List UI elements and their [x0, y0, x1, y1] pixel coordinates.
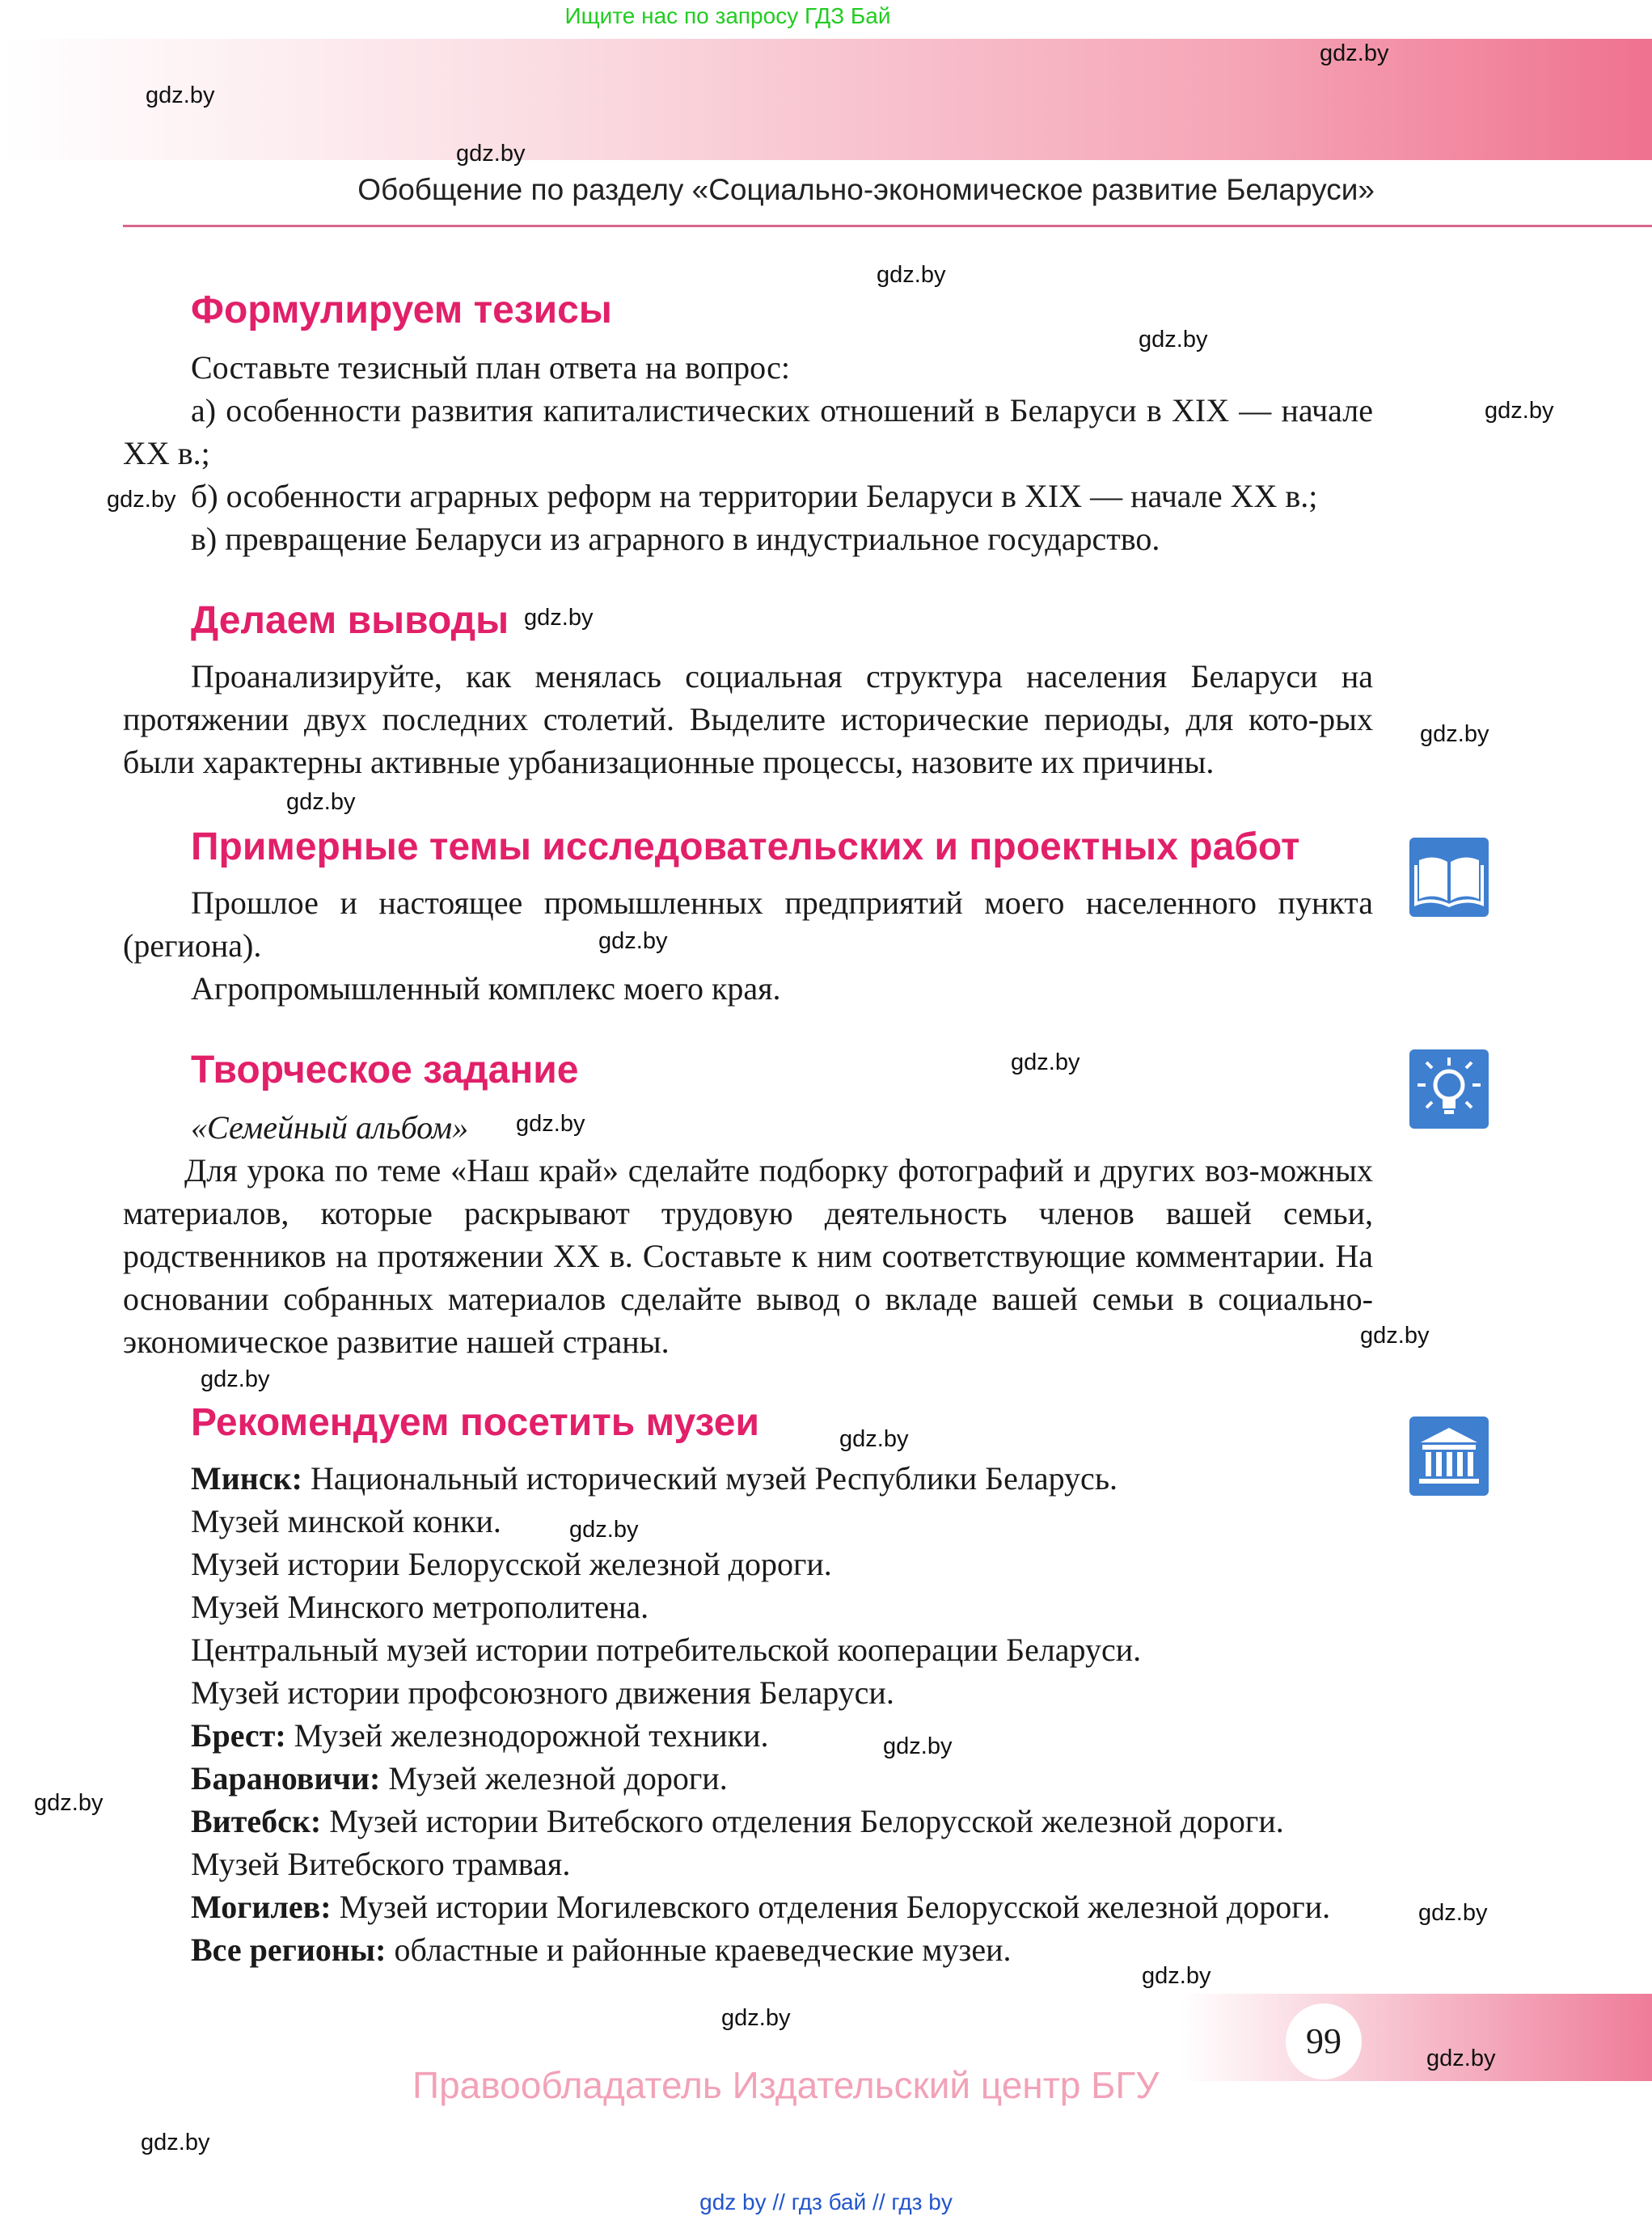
- watermark: gdz.by: [883, 1733, 953, 1759]
- museum-name: Музей железнодорожной техники.: [285, 1717, 769, 1754]
- creative-text: Для урока по теме «Наш край» сделайте подборку фотографий и других воз-можных материалов, которые раскрывают трудовую деятельность членов вашей семьи, родственников на протяжении XX в. Составьте к ним соответствующие комментарии. На основании собранных материалов сделайте вывод о вкладе вашей семьи в социально-экономическое развитие нашей страны.: [123, 1152, 1373, 1360]
- conclusions-heading: Делаем выводы: [191, 599, 509, 642]
- watermark: gdz.by: [598, 928, 668, 954]
- museum-city: Могилев:: [191, 1889, 332, 1925]
- research-heading: Примерные темы исследовательских и проектных работ: [191, 825, 1300, 868]
- header-divider: [123, 225, 1652, 227]
- watermark: gdz.by: [286, 789, 356, 815]
- museum-name: Центральный музей истории потребительской кооперации Беларуси.: [191, 1632, 1142, 1668]
- watermark: gdz.by: [456, 141, 526, 167]
- museum-line: [191, 1714, 1330, 1757]
- theses-intro: Составьте тезисный план ответа на вопрос:: [191, 349, 791, 386]
- header-band: [0, 39, 1652, 160]
- museum-name: Музей железной дороги.: [380, 1760, 728, 1796]
- watermark: gdz.by: [1139, 327, 1208, 353]
- creative-subtitle: «Семейный альбом»: [191, 1109, 469, 1146]
- watermark: gdz.by: [839, 1426, 909, 1452]
- theses-heading: Формулируем тезисы: [191, 289, 612, 331]
- theses-item-b: б) особенности аграрных реформ на территории Беларуси в XIX — начале XX в.;: [191, 478, 1318, 514]
- watermark: gdz.by: [524, 605, 594, 631]
- museum-line: [191, 1800, 1330, 1843]
- museum-city: Минск:: [191, 1460, 302, 1497]
- museum-city: Витебск:: [191, 1803, 322, 1839]
- creative-heading: Творческое задание: [191, 1049, 579, 1091]
- museum-name: Музей истории профсоюзного движения Беларуси.: [191, 1674, 894, 1711]
- watermark: gdz.by: [569, 1517, 639, 1543]
- watermark: gdz.by: [1142, 1963, 1211, 1989]
- watermark: gdz.by: [1360, 1323, 1430, 1349]
- museum-line: [191, 1671, 1330, 1714]
- watermark: gdz.by: [107, 487, 176, 513]
- museum-city: Все регионы:: [191, 1932, 387, 1968]
- museum-line: [191, 1628, 1330, 1671]
- watermark: gdz.by: [1426, 2046, 1496, 2071]
- museum-name: областные и районные краеведческие музеи.: [386, 1932, 1012, 1968]
- watermark: gdz.by: [516, 1111, 585, 1137]
- museum-line: [191, 1885, 1330, 1928]
- watermark: gdz.by: [721, 2005, 791, 2031]
- section-title: Обобщение по разделу «Социально-экономическое развитие Беларуси»: [357, 173, 1375, 206]
- rights-holder: Правообладатель Издательский центр БГУ: [412, 2064, 1160, 2106]
- watermark: gdz.by: [141, 2130, 210, 2155]
- lightbulb-icon: [1409, 1049, 1489, 1129]
- museum-list: [191, 1457, 1330, 1971]
- research-topic-1: Прошлое и настоящее промышленных предприятий моего населенного пункта (региона).: [123, 885, 1373, 964]
- watermark: gdz.by: [1485, 398, 1554, 424]
- watermark: gdz.by: [1320, 40, 1389, 66]
- research-topic-2: Агропромышленный комплекс моего края.: [191, 970, 781, 1007]
- watermark: gdz.by: [1420, 721, 1489, 747]
- museum-icon: [1409, 1416, 1489, 1496]
- conclusions-text: Проанализируйте, как менялась социальная структура населения Беларуси на протяжении двух последних столетий. Выделите исторические периоды, для кото-рых были характерны активные урбанизационные процессы, назовите их причины.: [123, 658, 1373, 780]
- top-note: Ищите нас по запросу ГДЗ Бай: [564, 3, 891, 28]
- bottom-links[interactable]: gdz by // гдз бай // гдз by: [699, 2189, 953, 2214]
- museum-line: [191, 1757, 1330, 1800]
- museum-name: Музей истории Белорусской железной дороги.: [191, 1546, 832, 1582]
- watermark: gdz.by: [1418, 1900, 1488, 1926]
- museum-name: Национальный исторический музей Республики Беларусь.: [302, 1460, 1118, 1497]
- open-book-icon: [1409, 838, 1489, 917]
- museum-name: Музей истории Витебского отделения Белорусской железной дороги.: [321, 1803, 1284, 1839]
- museum-name: Музей минской конки.: [191, 1503, 501, 1539]
- museum-line: [191, 1457, 1330, 1500]
- watermark: gdz.by: [34, 1790, 104, 1816]
- museum-line: [191, 1500, 1330, 1543]
- museums-heading: Рекомендуем посетить музеи: [191, 1401, 759, 1444]
- watermark: gdz.by: [201, 1366, 270, 1392]
- museum-name: Музей истории Могилевского отделения Белорусской железной дороги.: [331, 1889, 1331, 1925]
- page-number: 99: [1286, 2003, 1362, 2079]
- museum-city: Брест:: [191, 1717, 286, 1754]
- museum-line: [191, 1843, 1330, 1885]
- watermark: gdz.by: [1011, 1049, 1080, 1075]
- watermark: gdz.by: [146, 82, 215, 108]
- theses-item-c: в) превращение Беларуси из аграрного в индустриальное государство.: [191, 521, 1160, 557]
- museum-city: Барановичи:: [191, 1760, 381, 1796]
- theses-item-a: а) особенности развития капиталистических отношений в Беларуси в XIX — начале XX в.;: [123, 392, 1373, 471]
- museum-line: [191, 1543, 1330, 1585]
- watermark: gdz.by: [877, 262, 946, 288]
- museum-name: Музей Витебского трамвая.: [191, 1846, 571, 1882]
- museum-name: Музей Минского метрополитена.: [191, 1589, 649, 1625]
- footer-band: [1181, 1994, 1652, 2081]
- museum-line: [191, 1585, 1330, 1628]
